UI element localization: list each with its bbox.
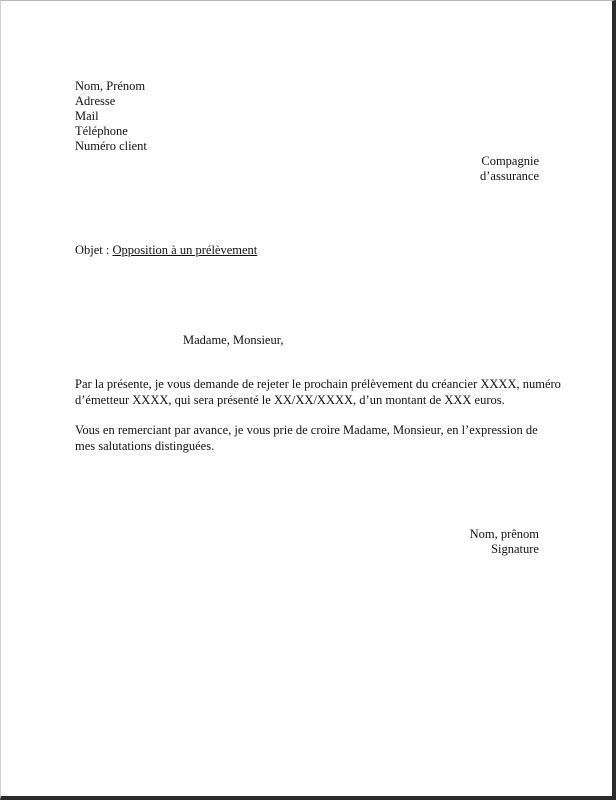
sender-name: Nom, Prénom	[75, 79, 146, 93]
sender-phone: Téléphone	[75, 124, 128, 138]
recipient-line-2: d’assurance	[480, 169, 539, 183]
subject-line	[75, 243, 257, 258]
body-paragraph-2-line-1: Vous en remerciant par avance, je vous prie de croire Madame, Monsieur, en l’expression de	[75, 423, 538, 437]
body-paragraph-1	[75, 377, 561, 408]
salutation: Madame, Monsieur,	[183, 333, 284, 347]
subject-text: Opposition à un prélèvement	[112, 243, 258, 257]
sender-client-number: Numéro client	[75, 139, 147, 153]
sender-mail: Mail	[75, 109, 99, 123]
body-paragraph-2-line-2: mes salutations distinguées.	[75, 438, 215, 453]
body-paragraph-2	[75, 423, 545, 454]
sender-address: Adresse	[75, 94, 116, 108]
closing-name: Nom, prênom	[469, 527, 539, 541]
closing-signature: Signature	[491, 542, 539, 556]
subject-label: Objet :	[75, 243, 110, 257]
body-paragraph-1-line-1: Par la présente, je vous demande de rejeter le prochain prélèvement du créancier XXXX, numéro	[75, 377, 561, 391]
recipient-line-1: Compagnie	[481, 154, 539, 168]
body-paragraph-1-line-2: d’émetteur XXXX, qui sera présenté le XX/XX/XXXX, d’un montant de XXX euros.	[75, 392, 505, 407]
